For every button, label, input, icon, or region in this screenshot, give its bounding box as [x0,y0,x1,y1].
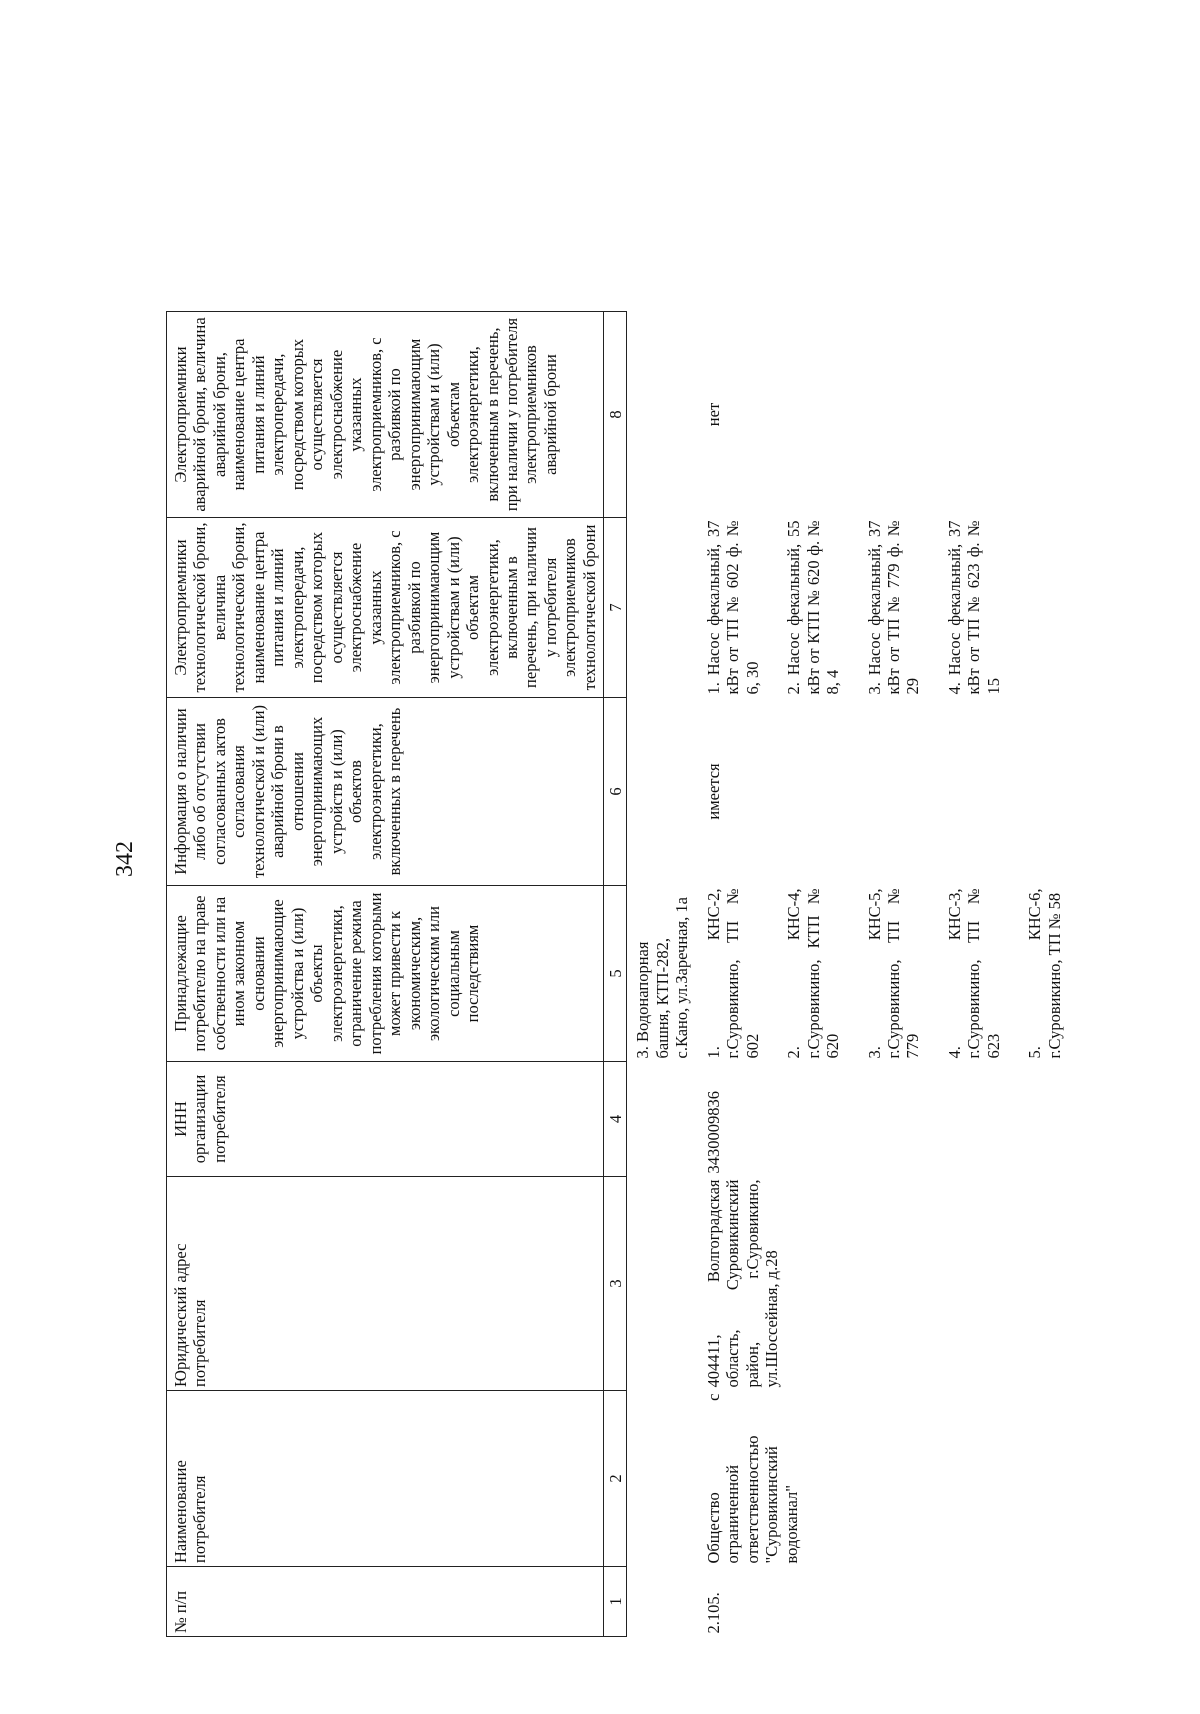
header-consumer-name: Наименование потребителя [167,1391,604,1567]
header-agreements: Информация о наличии либо об отсутствии согласованных актов согласования технологической и (или) аварийной брони в отношении энергопринимающих устройств и (или) объектов электроэнергетики, включенных в перечень [167,698,604,886]
column-number: 5 [604,886,627,1062]
consumers-table [166,311,1092,1637]
column-number: 2 [604,1391,627,1567]
column-numbers-row [604,312,627,1637]
header-row [167,312,604,1637]
object-item: 4. КНС-3, г.Суровикино, ТП № 623 [944,888,1003,1059]
page-number: 342 [112,841,138,877]
object-item: 3. КНС-5, г.Суровикино, ТП № 779 [864,888,923,1059]
column-number: 3 [604,1177,627,1391]
tech-reserve-item: 4. Насос фекальный, 37 кВт от ТП № 623 ф. № 15 [944,520,1003,695]
column-number: 7 [604,518,627,698]
column-number: 4 [604,1062,627,1177]
object-item: 5. КНС-6, г.Суровикино, ТП № 58 [1025,888,1064,1059]
tech-reserve-item: 3. Насос фекальный, 37 кВт от ТП № 779 ф. № 29 [864,520,923,695]
continuation-object: 3. Водонапорная башня, КТП-282, с.Кано, ул.Заречная, 1а [633,897,692,1059]
tech-reserve-cell [698,518,1093,698]
column-number: 6 [604,698,627,886]
objects-cell [698,886,1093,1062]
header-legal-address: Юридический адрес потребителя [167,1177,604,1391]
column-number: 1 [604,1567,627,1637]
emergency-reserve-status: нет [703,402,723,427]
consumer-name: Общество с ограниченной ответственностью "Суровикинский водоканал" [703,1393,801,1564]
object-item: 1. КНС-2, г.Суровикино, ТП № 602 [703,888,762,1059]
legal-address: 404411, Волгоградская область, Суровикинский район, г.Суровикино, ул.Шоссейная, д.28 [703,1179,782,1388]
header-number: № п/п [167,1567,604,1637]
header-tech-reserve: Электроприемники технологической брони, величина технологической брони, наименование центра питания и линий электропередачи, посредством которых осуществляется электроснабжение указанных электроприемников, с разбивкой по энергопринимающим устройствам и (или) объектам электроэнергетики, включенным в перечень, при наличии у потребителя электроприемников технологической брони [167,518,604,698]
entry-number: 2.105. [703,1592,723,1634]
continuation-row [627,312,698,1637]
table-row [698,312,1093,1637]
agreements-status: имеется [703,763,723,820]
tech-reserve-item: 1. Насос фекальный, 37 кВт от ТП № 602 ф. № 6, 30 [703,520,762,695]
header-objects: Принадлежащие потребителю на праве собственности или на ином законном основании энергопринимающие устройства и (или) объекты электроэнергетики, ограничение режима потребления которыми может привести к экономическим, экологическим или социальным последствиям [167,886,604,1062]
inn: 3430009836 [703,1091,723,1174]
header-emergency-reserve: Электроприемники аварийной брони, величина аварийной брони, наименование центра питания и линий электропередачи, посредством которых осуществляется электроснабжение указанных электроприемников, с разбивкой по энергопринимающим устройствам и (или) объектам электроэнергетики, включенным в перечень, при наличии у потребителя электроприемников аварийной брони [167,312,604,518]
tech-reserve-item: 2. Насос фекальный, 55 кВт от КТП № 620 ф. № 8, 4 [784,520,843,695]
object-item: 2. КНС-4, г.Суровикино, КТП № 620 [784,888,843,1059]
column-number: 8 [604,312,627,518]
header-inn: ИНН организации потребителя [167,1062,604,1177]
